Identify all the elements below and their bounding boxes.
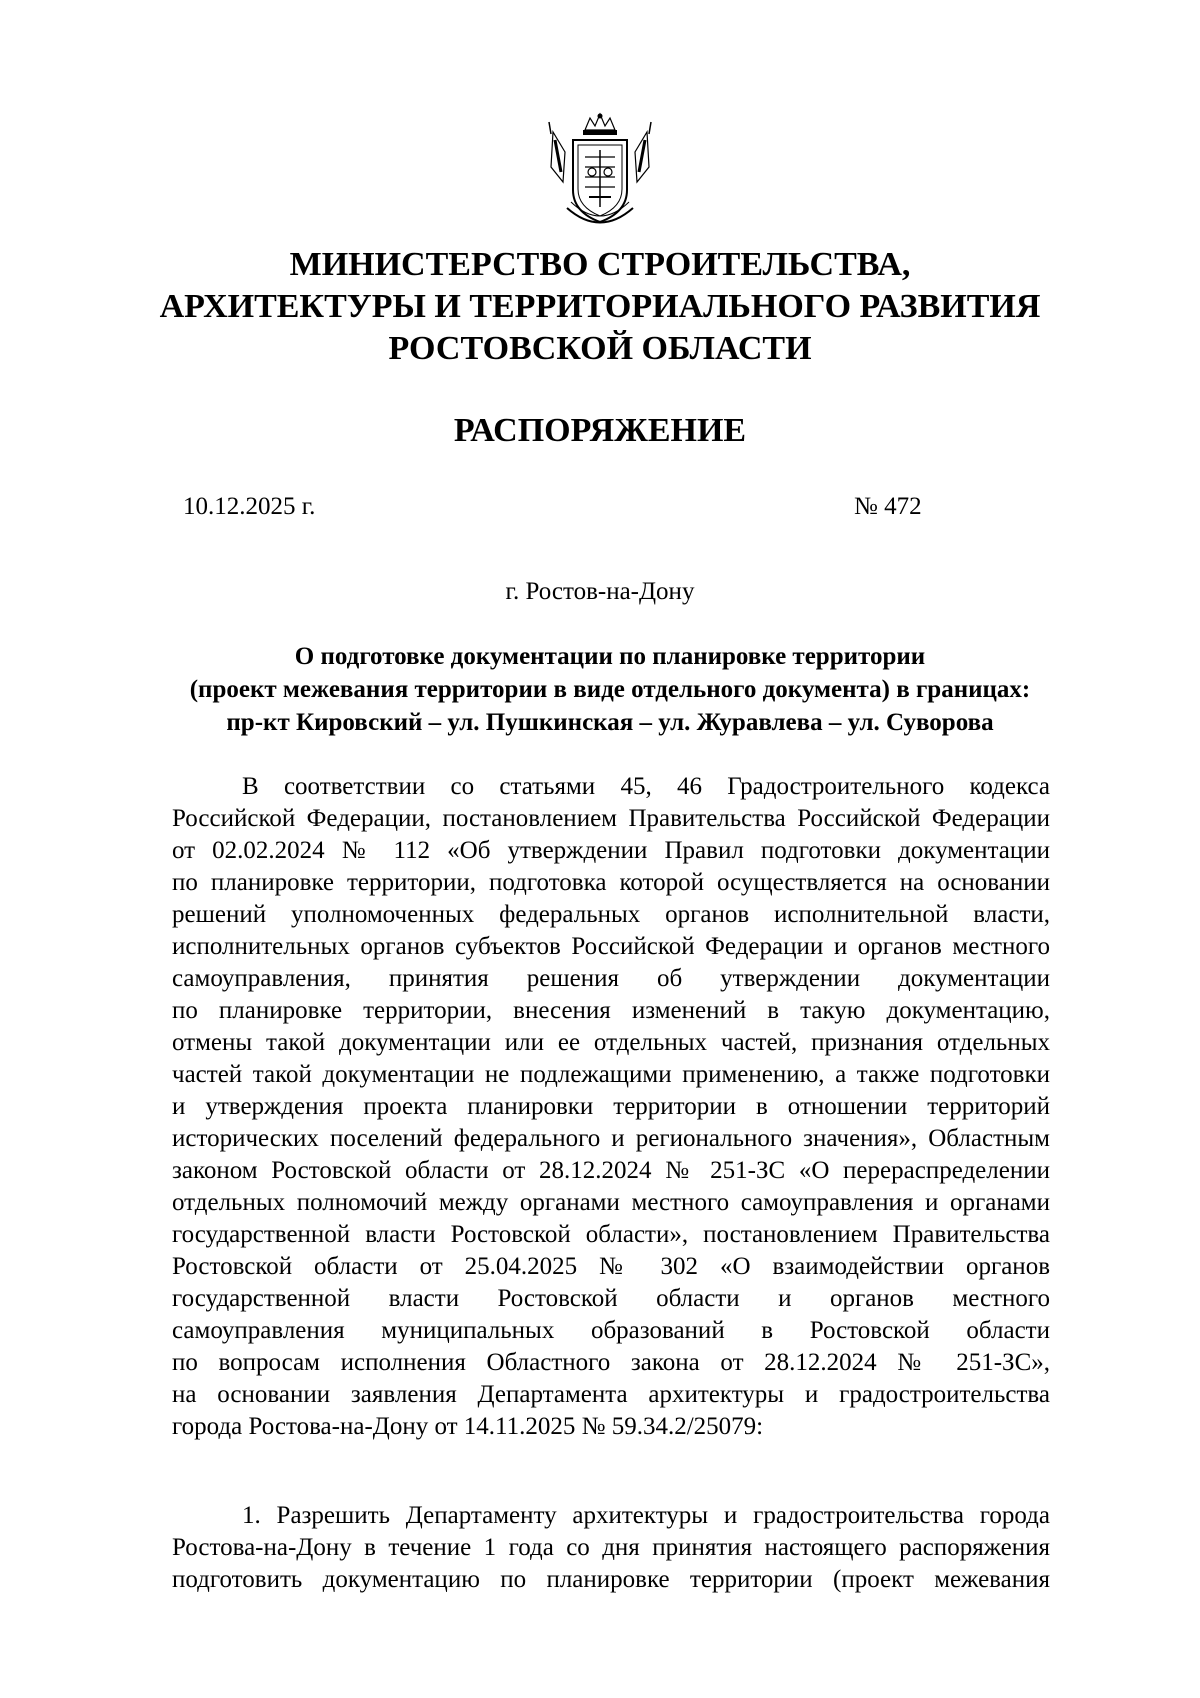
text-line: на основании заявления Департамента архитектуры и градостроительства	[172, 1381, 1050, 1408]
text-line: В соответствии со статьями 45, 46 Градостроительного кодекса	[242, 773, 1050, 800]
text-line: отдельных полномочий между органами местного самоуправления и органами	[172, 1189, 1050, 1216]
text-line: и утверждения проекта планировки территории в отношении территорий	[172, 1093, 1050, 1120]
subject-line: О подготовке документации по планировке территории	[294, 643, 926, 670]
text-line: Российской Федерации, постановлением Правительства Российской Федерации	[172, 805, 1050, 832]
ministry-title-line-2: АРХИТЕКТУРЫ И ТЕРРИТОРИАЛЬНОГО РАЗВИТИЯ	[159, 288, 1041, 325]
text-line: по планировке территории, подготовка которой осуществляется на основании	[172, 869, 1050, 896]
text-line: законом Ростовской области от 28.12.2024 № 251-ЗС «О перераспределении	[172, 1157, 1050, 1184]
text-line: самоуправления муниципальных образований в Ростовской области	[172, 1317, 1050, 1344]
subject-line: (проект межевания территории в виде отдельного документа) в границах:	[189, 676, 1031, 703]
ministry-title-line-3: РОСТОВСКОЙ ОБЛАСТИ	[388, 330, 812, 367]
ministry-title	[0, 244, 1200, 370]
text-line: Ростова-на-Дону в течение 1 года со дня принятия настоящего распоряжения	[172, 1534, 1050, 1561]
text-line: решений уполномоченных федеральных органов исполнительной власти,	[172, 901, 1050, 928]
ministry-title-line-1: МИНИСТЕРСТВО СТРОИТЕЛЬСТВА,	[289, 246, 911, 283]
document-date: 10.12.2025 г.	[183, 493, 316, 520]
text-line: подготовить документацию по планировке территории (проект межевания	[172, 1566, 1050, 1593]
text-line: 1. Разрешить Департаменту архитектуры и градостроительства города	[242, 1502, 1050, 1529]
document-type: РАСПОРЯЖЕНИЕ	[453, 412, 747, 449]
text-line: государственной власти Ростовской области», постановлением Правительства	[172, 1221, 1050, 1248]
text-line: по планировке территории, внесения изменений в такую документацию,	[172, 997, 1050, 1024]
text-line: частей такой документации не подлежащими применению, а также подготовки	[172, 1061, 1050, 1088]
document-subject	[170, 640, 1050, 739]
document-city: г. Ростов-на-Дону	[505, 578, 695, 605]
text-line: Ростовской области от 25.04.2025 № 302 «О взаимодействии органов	[172, 1253, 1050, 1280]
text-line: самоуправления, принятия решения об утверждении документации	[172, 965, 1050, 992]
text-line: исторических поселений федерального и регионального значения», Областным	[172, 1125, 1050, 1152]
text-line: отмены такой документации или ее отдельных частей, признания отдельных	[172, 1029, 1050, 1056]
document-number: № 472	[854, 493, 922, 520]
text-line: от 02.02.2024 № 112 «Об утверждении Правил подготовки документации	[172, 837, 1050, 864]
coat-of-arms-emblem	[545, 112, 655, 230]
text-line: государственной власти Ростовской области и органов местного	[172, 1285, 1050, 1312]
preamble-paragraph	[172, 771, 1050, 1443]
text-line: исполнительных органов субъектов Российской Федерации и органов местного	[172, 933, 1050, 960]
text-line: города Ростова-на-Дону от 14.11.2025 № 59.34.2/25079:	[172, 1413, 764, 1440]
text-line: по вопросам исполнения Областного закона от 28.12.2024 № 251-ЗС»,	[172, 1349, 1050, 1376]
clause-1-paragraph	[172, 1500, 1050, 1596]
subject-line: пр-кт Кировский – ул. Пушкинская – ул. Журавлева – ул. Суворова	[226, 709, 994, 736]
